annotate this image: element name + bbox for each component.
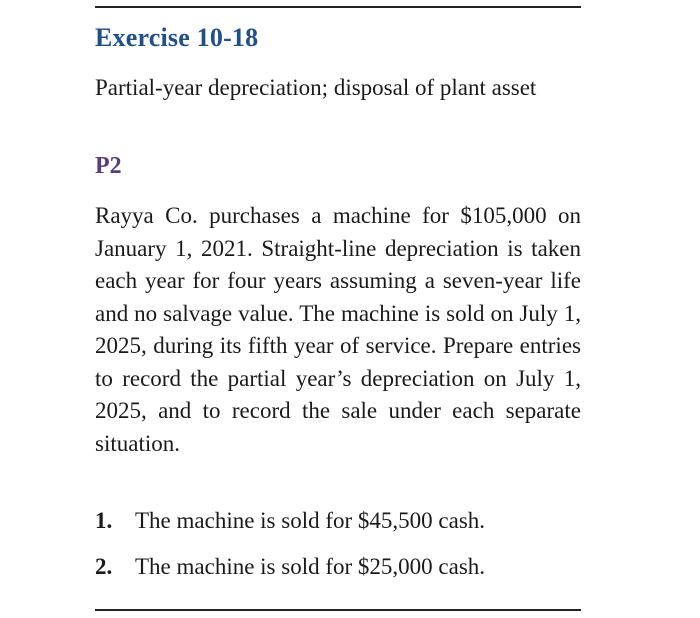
list-item-number: 2. [95,554,113,579]
exercise-title: Exercise 10-18 [95,23,259,52]
learning-objective-label: P2 [95,153,122,179]
list-item-number: 1. [95,508,113,533]
top-divider [95,6,581,8]
list-item [95,505,581,537]
exercise-body-text: Rayya Co. purchases a machine for $105,000 on January 1, 2021. Straight-line depreciation is taken each year for four years assuming a seven-year life and no salvage value. The machine is sold on July 1, 2025, during its fifth year of service. Prepare entries to record the partial year’s depreciation on July 1, 2025, and to record the sale under each separate situation. [95,203,581,456]
situation-list [95,505,581,597]
exercise-page [95,0,581,618]
bottom-divider [95,609,581,611]
list-item [95,551,581,583]
list-item-text: The machine is sold for $25,000 cash. [135,554,486,579]
list-item-text: The machine is sold for $45,500 cash. [135,508,486,533]
exercise-subtitle: Partial-year depreciation; disposal of plant asset [95,75,537,100]
